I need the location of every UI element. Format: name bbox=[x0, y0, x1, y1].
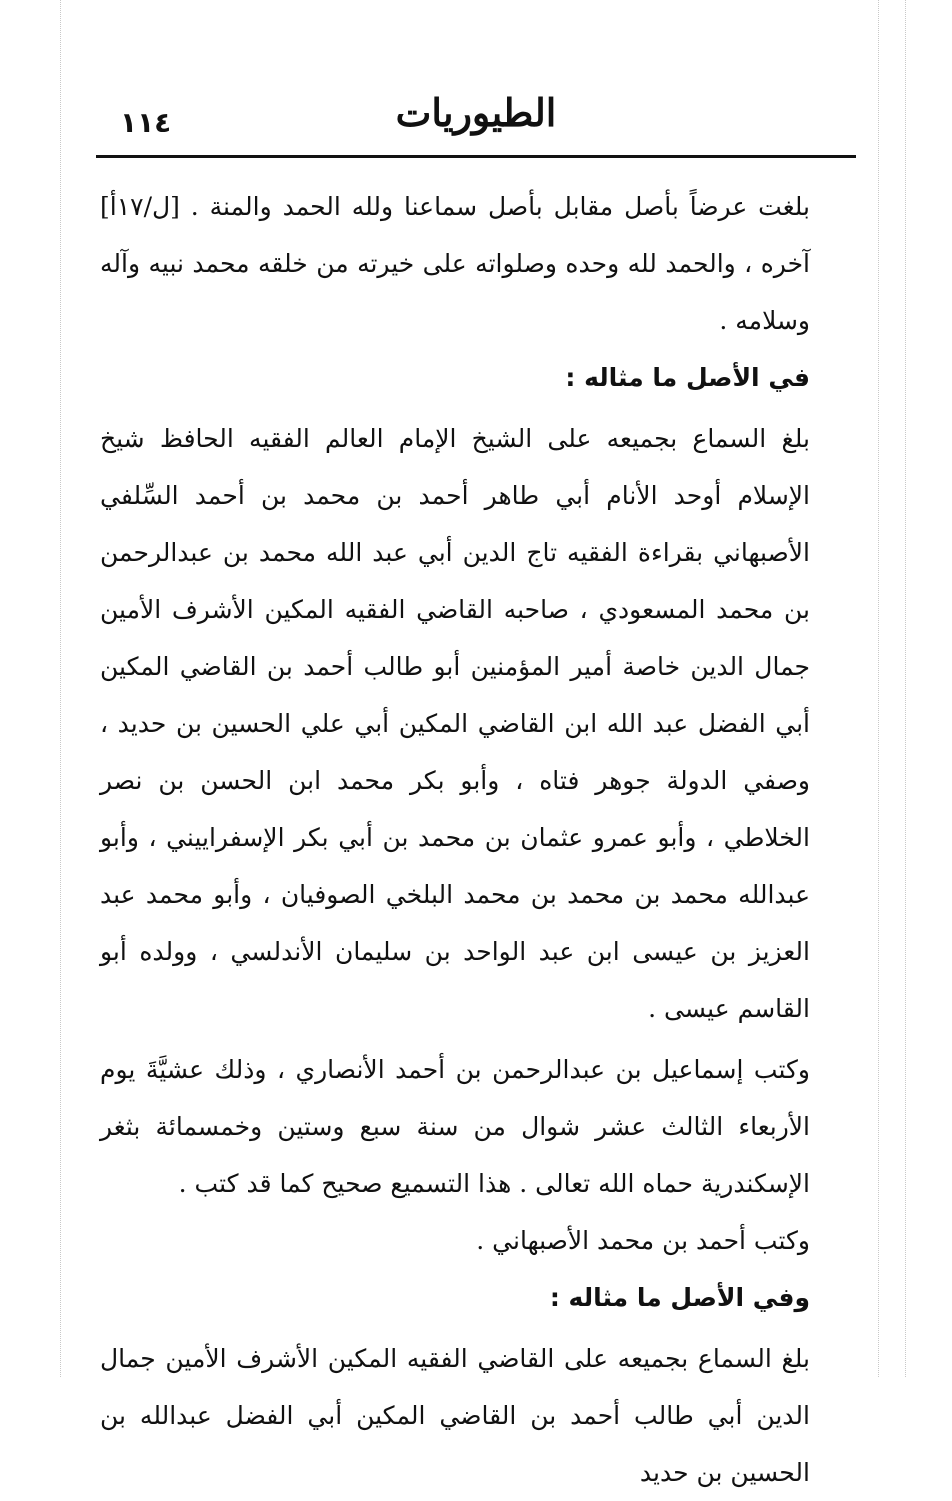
page-header bbox=[96, 88, 856, 158]
page-body bbox=[100, 178, 810, 1501]
page-number: ١١٤ bbox=[120, 106, 172, 139]
scan-margin-line-left bbox=[60, 0, 61, 1377]
section-heading: في الأصل ما مثاله : bbox=[565, 363, 810, 392]
book-title: الطيوريات bbox=[395, 90, 557, 135]
paragraph: بلغت عرضاً بأصل مقابل بأصل سماعنا ولله الحمد والمنة . [ل/١٧أ] آخره ، والحمد لله وحده وصلواته على خيرته من خلقه محمد نبيه وآله وسلامه . bbox=[100, 192, 810, 335]
section-heading: وفي الأصل ما مثاله : bbox=[549, 1283, 810, 1312]
header-rule bbox=[96, 155, 856, 158]
paragraph: وكتب أحمد بن محمد الأصبهاني . bbox=[476, 1226, 810, 1255]
paragraph: بلغ السماع بجميعه على القاضي الفقيه المكين الأشرف الأمين جمال الدين أبي طالب أحمد بن القاضي المكين أبي الفضل عبدالله بن الحسين بن حديد bbox=[100, 1344, 810, 1487]
paragraph: بلغ السماع بجميعه على الشيخ الإمام العالم الفقيه الحافظ شيخ الإسلام أوحد الأنام أبي طاهر أحمد بن محمد بن أحمد السِّلفي الأصبهاني بقراءة الفقيه تاج الدين أبي عبد الله محمد بن عبدالرحمن بن محمد المسعودي ، صاحبه القاضي الفقيه المكين الأشرف الأمين جمال الدين خاصة أمير المؤمنين أبو طالب أحمد بن القاضي المكين أبي الفضل عبد الله ابن القاضي المكين أبي علي الحسين بن حديد ، وصفي الدولة جوهر فتاه ، وأبو بكر محمد ابن الحسن بن نصر الخلاطي ، وأبو عمرو عثمان بن محمد بن أبي بكر الإسفراييني ، وأبو عبدالله محمد بن محمد بن محمد البلخي الصوفيان ، وأبو محمد عبد العزيز بن عيسى ابن عبد الواحد بن سليمان الأندلسي ، وولده أبو القاسم عيسى . bbox=[100, 424, 810, 1023]
paragraph: وكتب إسماعيل بن عبدالرحمن بن أحمد الأنصاري ، وذلك عشيَّةَ يوم الأربعاء الثالث عشر شوال من سنة سبع وستين وخمسمائة بثغر الإسكندرية حماه الله تعالى . هذا التسميع صحيح كما قد كتب . bbox=[100, 1055, 810, 1198]
scan-margin-line-right bbox=[878, 0, 879, 1377]
scan-margin-line-right-outer bbox=[905, 0, 906, 1377]
